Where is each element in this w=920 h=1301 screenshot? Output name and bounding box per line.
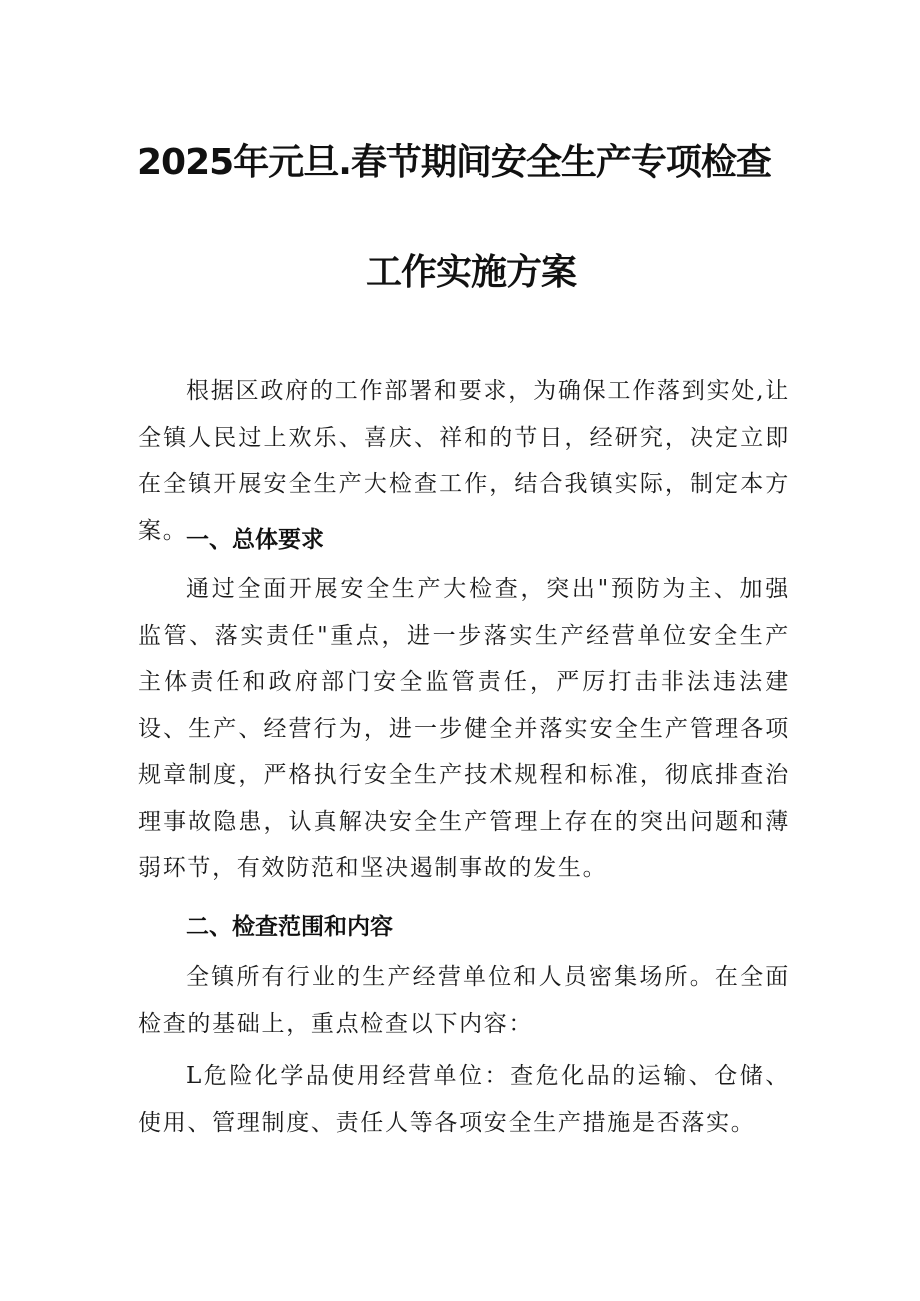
general-requirements-paragraph: 通过全面开展安全生产大检查，突出"预防为主、加强监管、落实责任"重点，进一步落实生产经营单位安全生产主体责任和政府部门安全监管责任，严厉打击非法违法建设、生产、经营行为，进一步健全并落实安全生产管理各项规章制度，严格执行安全生产技术规程和标准，彻底排查治理事故隐患，认真解决安全生产管理上存在的突出问题和薄弱环节，有效防范和坚决遏制事故的发生。 <box>138 576 790 881</box>
section-heading-inspection-scope: 二、检查范围和内容 <box>186 914 393 940</box>
section-heading-general-requirements: 一、总体要求 <box>186 527 324 553</box>
hazardous-chemicals-paragraph: L危险化学品使用经营单位：查危化品的运输、仓储、使用、管理制度、责任人等各项安全生产措施是否落实。 <box>138 1063 790 1136</box>
intro-paragraph: 根据区政府的工作部署和要求，为确保工作落到实处,让全镇人民过上欢乐、喜庆、祥和的节日，经研究，决定立即在全镇开展安全生产大检查工作，结合我镇实际，制定本方案。 <box>138 378 790 544</box>
document-title-line-1: 2025年元旦.春节期间安全生产专项检查 <box>137 142 771 183</box>
document-title-line-2: 工作实施方案 <box>366 252 577 293</box>
inspection-scope-paragraph: 全镇所有行业的生产经营单位和人员密集场所。在全面检查的基础上，重点检查以下内容： <box>138 964 790 1037</box>
